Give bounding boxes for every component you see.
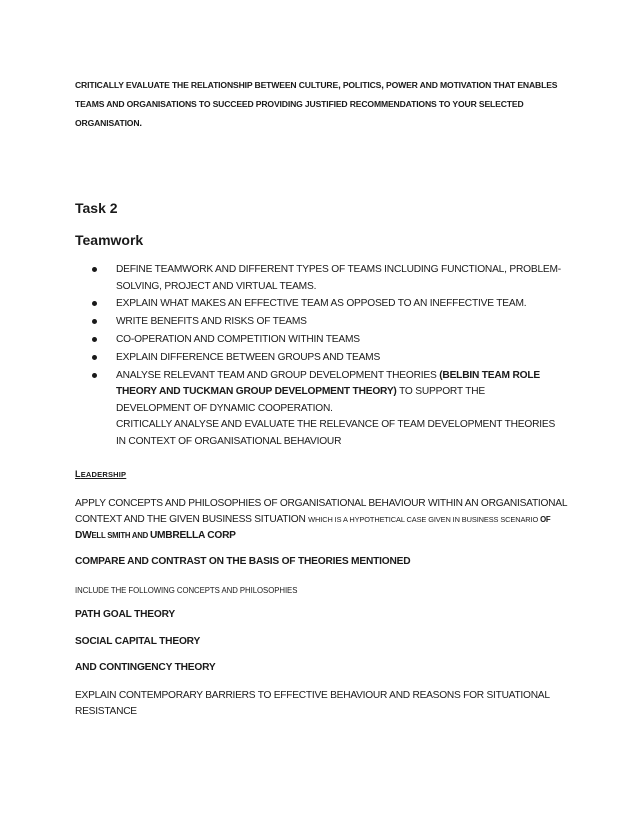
- list-item-text: WRITE BENEFITS AND RISKS OF TEAMS: [116, 316, 307, 328]
- leadership-heading: [75, 469, 578, 479]
- intro-line3: ORGANISATION: [75, 118, 140, 128]
- bullet-icon: [92, 373, 97, 378]
- bullet-icon: [92, 267, 97, 272]
- list-item-text: EXPLAIN WHAT MAKES AN EFFECTIVE TEAM AS OPPOSED TO AN INEFFECTIVE TEAM.: [116, 298, 527, 310]
- leadership-rest: EADERSHIP: [80, 470, 127, 479]
- apply-paragraph: [75, 496, 578, 545]
- bullet-icon: [92, 355, 97, 360]
- intro-line1-b: POLITICS: [340, 80, 382, 90]
- social-capital-theory: SOCIAL CAPITAL THEORY: [75, 636, 201, 647]
- dw-text: DW: [75, 530, 92, 542]
- list-item: [92, 332, 562, 349]
- intro-line2: TEAMS AND ORGANISATIONS TO SUCCEED PROVIDING JUSTIFIED RECOMMENDATIONS TO YOUR SELECTED: [75, 99, 524, 109]
- compare-heading: COMPARE AND CONTRAST ON THE BASIS OF THEORIES MENTIONED: [75, 556, 411, 567]
- list-item-text: [116, 368, 562, 418]
- list-item: [92, 314, 562, 331]
- leadership-initial: L: [75, 469, 81, 479]
- list-item: [92, 368, 562, 451]
- path-goal-theory: PATH GOAL THEORY: [75, 609, 175, 620]
- apply-text: APPLY CONCEPTS AND PHILOSOPHIES OF ORGANISATIONAL BEHAVIOUR WITHIN AN ORGANISATIONAL CONTEXT AND THE GIVEN BUSINESS SITUATION: [75, 498, 567, 526]
- analyse-text: ANALYSE RELEVANT TEAM AND GROUP DEVELOPMENT THEORIES: [116, 369, 440, 381]
- task-heading: Task 2: [75, 200, 118, 216]
- intro-line1-a: CRITICALLY EVALUATE THE RELATIONSHIP BETWEEN CULTURE: [75, 80, 339, 90]
- intro-line1-c: POWER AND MOTIVATION THAT ENABLES: [383, 80, 558, 90]
- list-item: [92, 262, 562, 295]
- contingency-theory: AND CONTINGENCY THEORY: [75, 662, 216, 673]
- bullet-icon: [92, 301, 97, 306]
- list-item: [92, 350, 562, 367]
- critically-analyse-text: CRITICALLY ANALYSE AND EVALUATE THE RELEVANCE OF TEAM DEVELOPMENT THEORIES IN CONTEXT OF ORGANISATIONAL BEHAVIOUR: [116, 419, 556, 447]
- include-text: INCLUDE THE FOLLOWING CONCEPTS AND PHILOSOPHIES: [75, 586, 298, 595]
- teamwork-bullet-list: [92, 262, 562, 452]
- teamwork-heading: Teamwork: [75, 232, 144, 248]
- list-item-text: DEFINE TEAMWORK AND DIFFERENT TYPES OF TEAMS INCLUDING FUNCTIONAL, PROBLEM-SOLVING, PROJECT AND VIRTUAL TEAMS.: [116, 264, 562, 292]
- intro-period: .: [139, 118, 142, 129]
- theories-bold-text: (BELBIN TEAM ROLE THEORY AND TUCKMAN GROUP DEVELOPMENT THEORY): [116, 369, 540, 398]
- intro-comma-1: ,: [338, 80, 341, 91]
- ell-smith-text: ELL SMITH AND: [91, 531, 150, 541]
- umbrella-corp-text: UMBRELLA CORP: [149, 530, 236, 542]
- list-item-text: EXPLAIN DIFFERENCE BETWEEN GROUPS AND TEAMS: [116, 351, 381, 363]
- list-item: [92, 296, 562, 313]
- bullet-icon: [92, 337, 97, 342]
- of-text: OF: [540, 515, 551, 525]
- list-item-text: CO-OPERATION AND COMPETITION WITHIN TEAMS: [116, 333, 360, 345]
- intro-paragraph: [75, 76, 578, 133]
- hypothetical-case-text: WHICH IS A HYPOTHETICAL CASE GIVEN IN BUSINESS SCENARIO: [308, 515, 541, 525]
- bullet-icon: [92, 319, 97, 324]
- intro-comma-2: ,: [381, 80, 384, 91]
- explain-paragraph: EXPLAIN CONTEMPORARY BARRIERS TO EFFECTIVE BEHAVIOUR AND REASONS FOR SITUATIONAL RESISTANCE: [75, 690, 550, 718]
- support-text: TO SUPPORT THE DEVELOPMENT OF DYNAMIC COOPERATION.: [116, 386, 485, 414]
